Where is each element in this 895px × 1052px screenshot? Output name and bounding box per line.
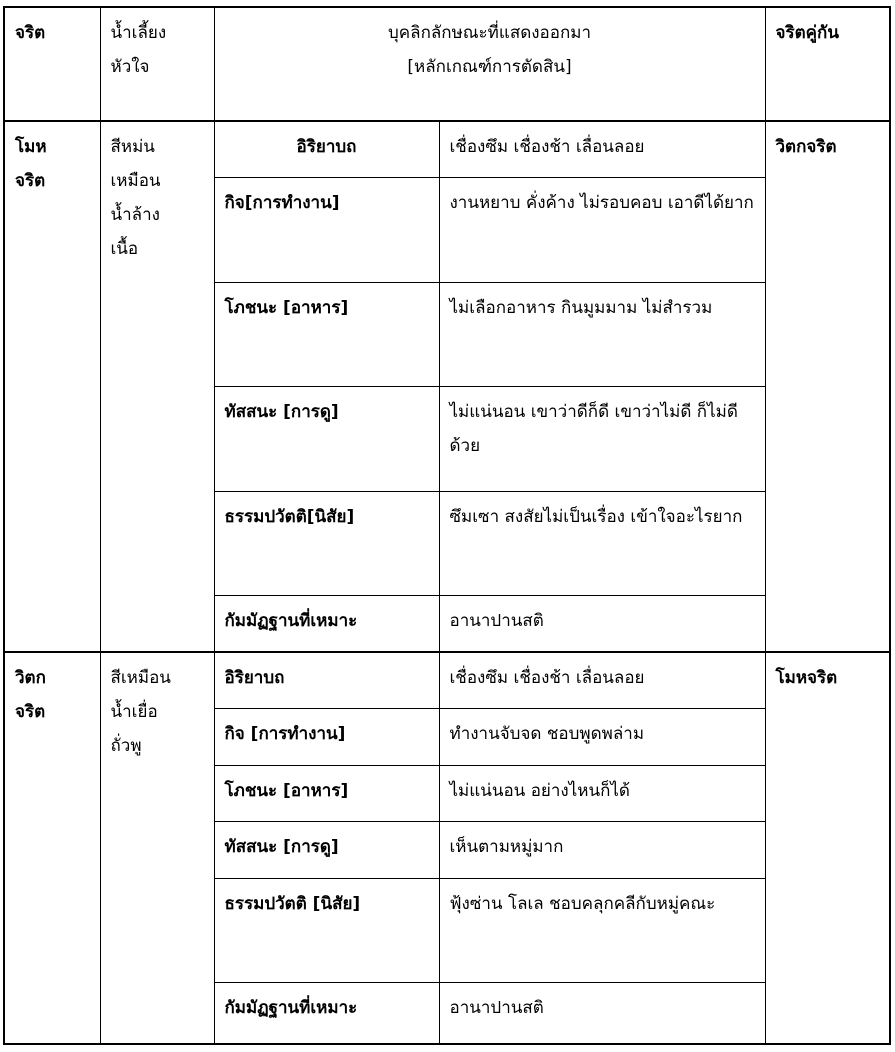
header-heart-color-line1: น้ำเลี้ยง <box>110 23 167 43</box>
heart-color-line: เนื้อ <box>110 239 139 260</box>
description-cell: อานาปานสติ <box>439 596 765 653</box>
aspect-cell: ทัสสนะ [การดู] <box>214 822 439 879</box>
group-heart-color <box>100 121 214 652</box>
group-name <box>4 121 100 652</box>
table-row <box>4 652 890 709</box>
aspect-cell: โภชนะ [อาหาร] <box>214 765 439 822</box>
header-heart-color-line2: หัวใจ <box>110 57 150 77</box>
description-cell: ไม่แน่นอน อย่างไหนก็ได้ <box>439 765 765 822</box>
heart-color-line: น้ำล้าง <box>110 205 160 226</box>
aspect-cell: กิจ [การทำงาน] <box>214 709 439 766</box>
group-name <box>4 652 100 1044</box>
aspect-cell: กัมมัฏฐานที่เหมาะ <box>214 596 439 653</box>
header-heart-color <box>100 7 214 121</box>
group-name-line1: วิตก <box>15 668 46 689</box>
group-name-line1: โมห <box>15 137 47 158</box>
description-cell: ฟุ้งซ่าน โลเล ชอบคลุกคลีกับหมู่คณะ <box>439 879 765 983</box>
group-name-line2: จริต <box>15 702 46 723</box>
header-paired: จริตคู่กัน <box>765 7 890 121</box>
heart-color-line: ถั่วพู <box>110 736 142 757</box>
description-cell: เชื่องซึม เชื่องช้า เลื่อนลอย <box>439 121 765 178</box>
heart-color-line: เหมือน <box>110 171 161 192</box>
header-traits <box>214 7 765 121</box>
group-name-line2: จริต <box>15 171 46 192</box>
aspect-cell: อิริยาบถ <box>214 652 439 709</box>
description-cell: อานาปานสติ <box>439 983 765 1044</box>
header-traits-line1: บุคลิกลักษณะที่แสดงออกมา <box>387 23 592 43</box>
aspect-cell: โภชนะ [อาหาร] <box>214 282 439 386</box>
description-cell: เห็นตามหมู่มาก <box>439 822 765 879</box>
heart-color-line: น้ำเยื่อ <box>110 702 158 723</box>
group-paired: วิตกจริต <box>765 121 890 652</box>
group-heart-color <box>100 652 214 1044</box>
aspect-cell: กิจ[การทำงาน] <box>214 178 439 282</box>
header-row <box>4 7 890 121</box>
aspect-cell: ธรรมปวัตติ [นิสัย] <box>214 879 439 983</box>
description-cell: ทำงานจับจด ชอบพูดพล่าม <box>439 709 765 766</box>
aspect-cell: อิริยาบถ <box>214 121 439 178</box>
description-cell: ไม่เลือกอาหาร กินมูมมาม ไม่สำรวม <box>439 282 765 386</box>
header-traits-line2: [หลักเกณฑ์การตัดสิน] <box>407 57 572 77</box>
description-cell: ไม่แน่นอน เขาว่าดีก็ดี เขาว่าไม่ดี ก็ไม่ดีด้วย <box>439 387 765 491</box>
heart-color-line: สีเหมือน <box>110 668 171 689</box>
group-paired: โมหจริต <box>765 652 890 1044</box>
description-cell: ซึมเซา สงสัยไม่เป็นเรื่อง เข้าใจอะไรยาก <box>439 491 765 595</box>
aspect-cell: กัมมัฏฐานที่เหมาะ <box>214 983 439 1044</box>
charita-table <box>3 6 891 1045</box>
heart-color-line: สีหม่น <box>110 137 155 158</box>
aspect-cell: ธรรมปวัตติ[นิสัย] <box>214 491 439 595</box>
header-charita: จริต <box>4 7 100 121</box>
aspect-cell: ทัสสนะ [การดู] <box>214 387 439 491</box>
description-cell: เชื่องซึม เชื่องช้า เลื่อนลอย <box>439 652 765 709</box>
table-row <box>4 121 890 178</box>
description-cell: งานหยาบ คั่งค้าง ไม่รอบคอบ เอาดีได้ยาก <box>439 178 765 282</box>
